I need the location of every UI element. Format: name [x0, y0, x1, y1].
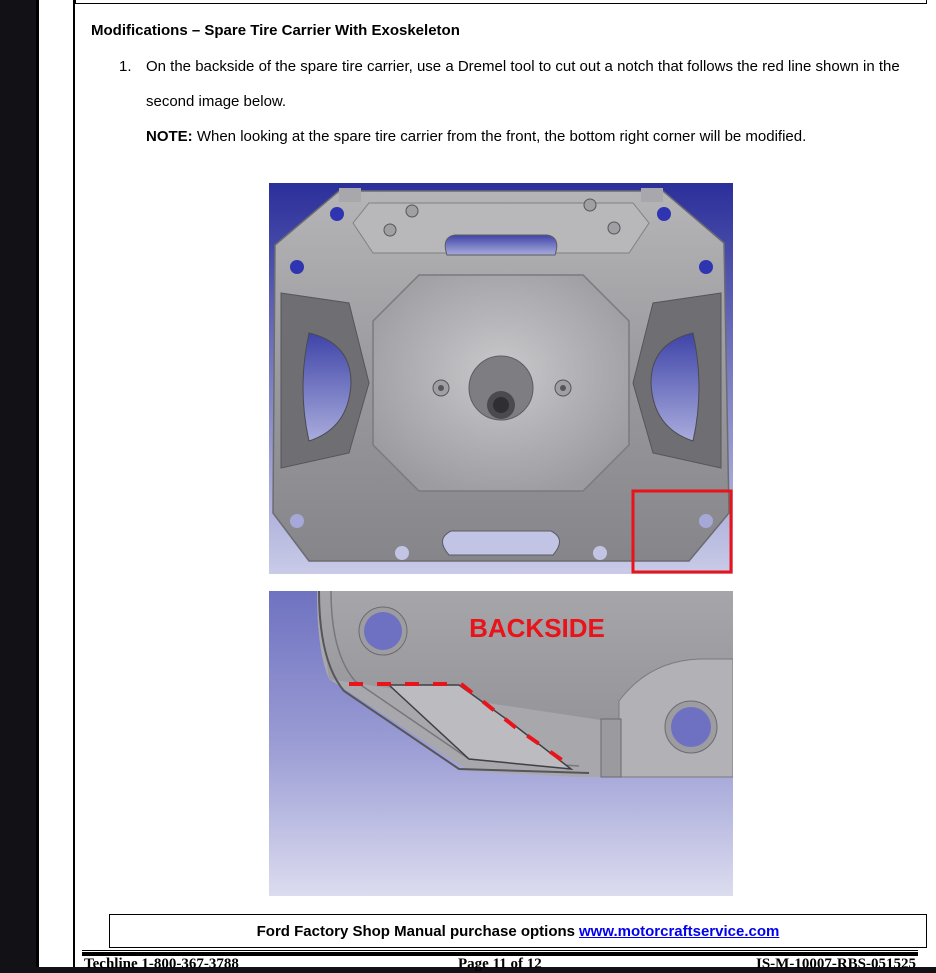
footer-purchase-box [109, 914, 927, 948]
note-text: When looking at the spare tire carrier from the front, the bottom right corner will be modified. [192, 128, 807, 145]
carrier-backside-image [269, 591, 733, 896]
step-text-line-2: second image below. [146, 93, 287, 110]
step-text-line-1: On the backside of the spare tire carrier, use a Dremel tool to cut out a notch that follows the red line shown in the [146, 58, 900, 75]
note-paragraph [146, 128, 806, 145]
carrier-front-image [269, 183, 733, 574]
techline-text: Techline 1-800-367-3788 [84, 956, 239, 972]
footer-text: Ford Factory Shop Manual purchase options [256, 922, 575, 940]
step-number: 1. [119, 58, 132, 75]
backside-label: BACKSIDE [469, 613, 605, 643]
bottom-rule-thin [82, 950, 918, 951]
note-label: NOTE: [146, 128, 193, 145]
document-id: IS-M-10007-RBS-051525 [756, 956, 916, 972]
previous-section-box [75, 0, 927, 4]
page-margin-rule [73, 0, 75, 967]
page-left-edge [36, 0, 39, 967]
motorcraft-link[interactable]: www.motorcraftservice.com [579, 922, 780, 940]
page-number: Page 11 of 12 [458, 956, 542, 972]
section-heading: Modifications – Spare Tire Carrier With Exoskeleton [91, 22, 460, 39]
